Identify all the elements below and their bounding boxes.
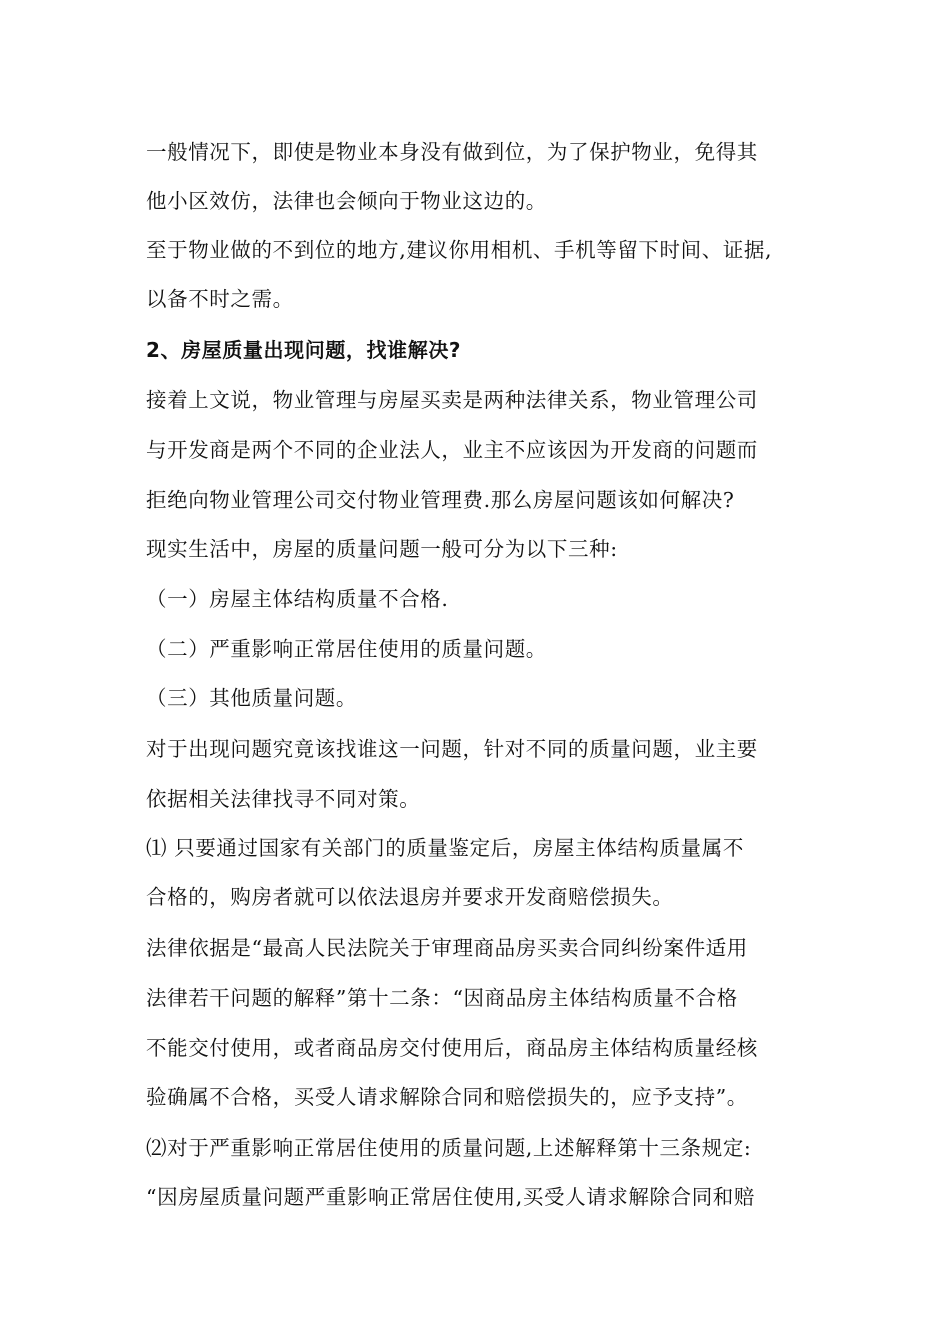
list-item: （一）房屋主体结构质量不合格.: [146, 587, 449, 611]
paragraph-line: 对于出现问题究竟该找谁这一问题，针对不同的质量问题，业主要: [146, 737, 758, 761]
paragraph-line: 依据相关法律找寻不同对策。: [146, 787, 421, 811]
list-item: （二）严重影响正常居住使用的质量问题。: [146, 637, 547, 661]
paragraph-line: ⑵对于严重影响正常居住使用的质量问题,上述解释第十三条规定:: [146, 1136, 752, 1160]
paragraph-line: 法律依据是“最高人民法院关于审理商品房买卖合同纠纷案件适用: [146, 936, 748, 960]
paragraph-line: 以备不时之需。: [146, 287, 294, 311]
paragraph-line: 至于物业做的不到位的地方,建议你用相机、手机等留下时间、证据,: [146, 238, 773, 262]
paragraph-line: ⑴ 只要通过国家有关部门的质量鉴定后，房屋主体结构质量属不: [146, 836, 744, 860]
paragraph-line: 法律若干问题的解释”第十二条：“因商品房主体结构质量不合格: [146, 986, 738, 1010]
paragraph-line: 一般情况下，即使是物业本身没有做到位，为了保护物业，免得其: [146, 140, 758, 164]
paragraph-line: 他小区效仿，法律也会倾向于物业这边的。: [146, 189, 547, 213]
paragraph-line: 接着上文说，物业管理与房屋买卖是两种法律关系，物业管理公司: [146, 388, 758, 412]
section-heading: 2、房屋质量出现问题，找谁解决?: [146, 338, 462, 362]
list-item: （三）其他质量问题。: [146, 686, 357, 710]
paragraph-line: 不能交付使用，或者商品房交付使用后，商品房主体结构质量经核: [146, 1036, 758, 1060]
paragraph-line: 验确属不合格，买受人请求解除合同和赔偿损失的，应予支持”。: [146, 1085, 748, 1109]
paragraph-line: 现实生活中，房屋的质量问题一般可分为以下三种:: [146, 537, 618, 561]
paragraph-line: 与开发商是两个不同的企业法人，业主不应该因为开发商的问题而: [146, 438, 758, 462]
paragraph-line: 合格的，购房者就可以依法退房并要求开发商赔偿损失。: [146, 885, 674, 909]
paragraph-line: 拒绝向物业管理公司交付物业管理费.那么房屋问题该如何解决?: [146, 488, 735, 512]
paragraph-line: “因房屋质量问题严重影响正常居住使用,买受人请求解除合同和赔: [146, 1185, 755, 1209]
